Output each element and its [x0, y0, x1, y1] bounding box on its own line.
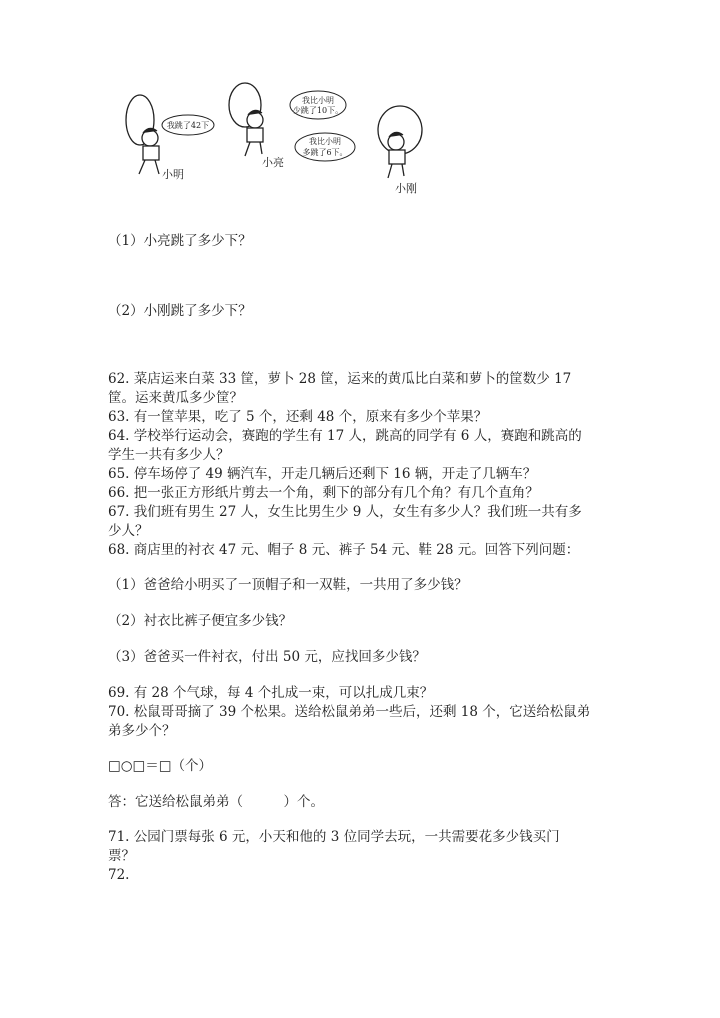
q67-line2: 少人？ [108, 523, 149, 539]
q66: 66. 把一张正方形纸片剪去一个角，剩下的部分有几个角？有几个直角？ [108, 485, 539, 501]
q67-line1: 67. 我们班有男生 27 人，女生比男生少 9 人，女生有多少人？我们班一共有多 [108, 504, 582, 520]
xiaoliang-label: 小亮 [262, 156, 284, 169]
q64-line1: 64. 学校举行运动会，赛跑的学生有 17 人，跳高的同学有 6 人，赛跑和跳高的 [108, 428, 582, 444]
q63: 63. 有一筐苹果，吃了 5 个，还剩 48 个，原来有多少个苹果？ [108, 409, 488, 425]
q65: 65. 停车场停了 49 辆汽车，开走几辆后还剩下 16 辆，开走了几辆车？ [108, 466, 537, 482]
q72: 72. [108, 867, 130, 883]
xiaogang-figure [378, 106, 422, 178]
xiaogang-speech-bubble [295, 133, 355, 161]
q68-sub1: （1）爸爸给小明买了一顶帽子和一双鞋，一共用了多少钱？ [108, 577, 468, 593]
xiaoming-label: 小明 [162, 168, 184, 181]
svg-text:我比小明: 我比小明 [302, 96, 334, 105]
q62-line1: 62. 菜店运来白菜 33 筐，萝卜 28 筐，运来的黄瓜比白菜和萝卜的筐数少 17 [108, 371, 572, 387]
q71-line1: 71. 公园门票每张 6 元，小天和他的 3 位同学去玩，一共需要花多少钱买门 [108, 829, 560, 845]
q68-sub2: （2）衬衣比裤子便宜多少钱？ [108, 613, 293, 629]
q70-answer: 答：它送给松鼠弟弟（ ）个。 [108, 794, 324, 810]
xiaoliang-figure [229, 83, 263, 156]
q68-sub3: （3）爸爸买一件衬衣，付出 50 元，应找回多少钱？ [108, 649, 426, 665]
svg-text:我跳了42下: 我跳了42下 [166, 121, 210, 130]
svg-text:少跳了10下。: 少跳了10下。 [292, 106, 344, 115]
q70-equation: □○□＝□（个） [108, 758, 213, 774]
q70-line1: 70. 松鼠哥哥摘了 39 个松果。送给松鼠弟弟一些后，还剩 18 个，它送给松鼠弟 [108, 704, 591, 720]
jump-rope-illustration [110, 80, 440, 210]
xiaogang-label: 小刚 [395, 182, 417, 195]
q69: 69. 有 28 个气球，每 4 个扎成一束，可以扎成几束？ [108, 685, 434, 701]
q62-line2: 筐。运来黄瓜多少筐？ [108, 390, 243, 406]
xiaoming-figure [126, 95, 159, 174]
q70-line2: 弟多少个？ [108, 723, 176, 739]
xiaoming-speech-bubble [162, 115, 214, 135]
svg-text:多跳了6下。: 多跳了6下。 [302, 148, 348, 157]
q61-sub1: （1）小亮跳了多少下？ [108, 233, 252, 249]
q71-line2: 票？ [108, 848, 135, 864]
q68-stem: 68. 商店里的衬衣 47 元、帽子 8 元、裤子 54 元、鞋 28 元。回答下列问题： [108, 542, 580, 558]
xiaoliang-speech-bubble [290, 91, 346, 119]
q64-line2: 学生一共有多少人？ [108, 447, 230, 463]
svg-text:我比小明: 我比小明 [309, 137, 341, 146]
q61-sub2: （2）小刚跳了多少下？ [108, 303, 252, 319]
